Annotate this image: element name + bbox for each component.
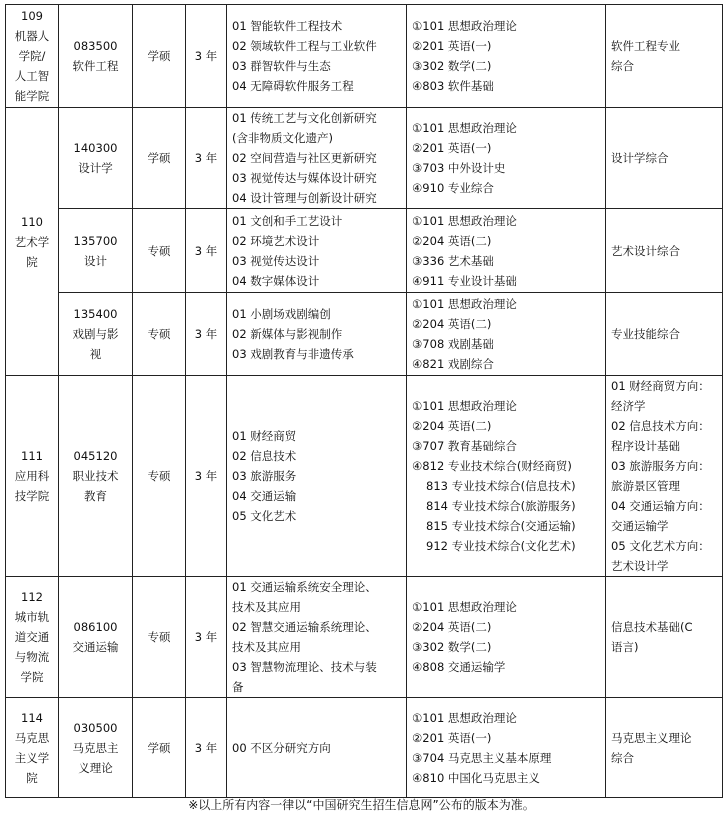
college-line: 城市轨 xyxy=(14,610,50,624)
college-line: 能学院 xyxy=(14,89,50,103)
major-name-line: 教育 xyxy=(84,489,107,503)
exams-cell xyxy=(407,108,606,209)
retest-cell xyxy=(606,698,723,798)
college-line: 马克思 xyxy=(14,730,50,745)
exam-line: ②204 英语(二) xyxy=(412,620,492,634)
direction-line: 01 交通运输系统安全理论、 xyxy=(232,580,377,594)
exam-line: ①101 思想政治理论 xyxy=(412,399,517,413)
exam-line: ③302 数学(二) xyxy=(412,640,492,654)
table-row xyxy=(6,577,723,698)
college-cell xyxy=(6,108,59,376)
direction-line: 02 领域软件工程与工业软件 xyxy=(232,39,377,53)
direction-line: 02 信息技术 xyxy=(232,449,297,463)
years-cell: 3 年 xyxy=(186,577,227,698)
retest-cell xyxy=(606,209,723,293)
exam-line: ②201 英语(一) xyxy=(412,141,492,155)
college-line: 与物流 xyxy=(14,650,50,664)
exam-line: ④810 中国化马克思主义 xyxy=(412,770,540,785)
college-cell xyxy=(6,376,59,577)
degree-cell: 专硕 xyxy=(133,577,186,698)
direction-line: 03 智慧物流理论、技术与装 xyxy=(232,660,377,674)
exam-line: ①101 思想政治理论 xyxy=(412,121,517,135)
college-line: 学院 xyxy=(20,670,44,684)
directions-cell xyxy=(227,209,407,293)
exam-line: ④910 专业综合 xyxy=(412,181,494,195)
major-code: 030500 xyxy=(73,720,118,735)
exams-cell xyxy=(407,376,606,577)
college-line: 111 xyxy=(21,449,43,463)
exam-line: 813 专业技术综合(信息技术) xyxy=(426,479,576,493)
directions-cell xyxy=(227,108,407,209)
retest-line: 03 旅游服务方向： xyxy=(611,459,710,473)
major-name-line: 交通运输 xyxy=(72,640,119,654)
college-line: 应用科 xyxy=(14,469,50,483)
direction-line: 04 交通运输 xyxy=(232,489,297,503)
retest-cell xyxy=(606,376,723,577)
table-row xyxy=(6,5,723,108)
exam-line: ②201 英语(一) xyxy=(412,39,492,53)
exam-line: 912 专业技术综合(文化艺术) xyxy=(426,539,576,553)
exams-cell xyxy=(407,5,606,108)
major-cell xyxy=(59,209,133,293)
admissions-table xyxy=(5,4,723,798)
retest-line: 信息技术基础(C xyxy=(611,620,693,634)
college-line: 110 xyxy=(21,214,43,229)
table-row xyxy=(6,108,723,209)
table-row xyxy=(6,376,723,577)
major-name-line: 马克思主 xyxy=(72,740,119,755)
table-row xyxy=(6,209,723,293)
college-line: 机器人 xyxy=(14,29,50,43)
retest-cell xyxy=(606,577,723,698)
retest-cell xyxy=(606,108,723,209)
direction-line: 01 小剧场戏剧编创 xyxy=(232,307,331,321)
exam-line: ①101 思想政治理论 xyxy=(412,600,517,614)
direction-line: 02 智慧交通运输系统理论、 xyxy=(232,620,377,634)
retest-line: 艺术设计综合 xyxy=(611,243,680,258)
retest-line: 马克思主义理论 xyxy=(611,730,692,745)
directions-cell xyxy=(227,698,407,798)
exam-line: 815 专业技术综合(交通运输) xyxy=(426,519,576,533)
college-line: 112 xyxy=(21,590,43,604)
degree-cell: 专硕 xyxy=(133,293,186,376)
college-line: 109 xyxy=(21,9,43,23)
exam-line: ④821 戏剧综合 xyxy=(412,357,494,371)
directions-cell xyxy=(227,5,407,108)
major-name-line: 设计学 xyxy=(78,161,113,175)
college-line: 院 xyxy=(26,770,38,785)
major-name-line: 视 xyxy=(89,347,102,361)
exam-line: ④911 专业设计基础 xyxy=(412,273,517,288)
degree-cell: 学硕 xyxy=(133,5,186,108)
direction-line: 01 文创和手工艺设计 xyxy=(232,213,343,228)
direction-line: 03 群智软件与生态 xyxy=(232,59,331,73)
years-cell: 3 年 xyxy=(186,293,227,376)
exam-line: ③703 中外设计史 xyxy=(412,161,506,175)
college-cell xyxy=(6,698,59,798)
college-line: 艺术学 xyxy=(14,234,50,249)
major-name-line: 职业技术 xyxy=(72,469,119,483)
direction-line: 01 传统工艺与文化创新研究 xyxy=(232,111,377,125)
exam-line: ②204 英语(二) xyxy=(412,233,492,248)
direction-line: 04 无障碍软件服务工程 xyxy=(232,79,354,93)
table-row xyxy=(6,293,723,376)
major-cell xyxy=(59,293,133,376)
retest-line: 02 信息技术方向： xyxy=(611,419,710,433)
retest-line: 05 文化艺术方向： xyxy=(611,539,710,553)
direction-line: 02 新媒体与影视制作 xyxy=(232,327,343,341)
direction-line: 04 数字媒体设计 xyxy=(232,273,320,288)
exam-line: ①101 思想政治理论 xyxy=(412,297,517,311)
retest-line: 程序设计基础 xyxy=(611,439,680,453)
retest-line: 04 交通运输方向： xyxy=(611,499,710,513)
exam-line: ③708 戏剧基础 xyxy=(412,337,494,351)
exams-cell xyxy=(407,209,606,293)
years-cell: 3 年 xyxy=(186,209,227,293)
degree-cell: 专硕 xyxy=(133,209,186,293)
exam-line: ④808 交通运输学 xyxy=(412,660,506,674)
major-name-line: 戏剧与影 xyxy=(72,327,119,341)
major-cell xyxy=(59,108,133,209)
directions-cell xyxy=(227,376,407,577)
direction-line: 00 不区分研究方向 xyxy=(232,740,331,755)
major-code: 135400 xyxy=(73,307,118,321)
table-row xyxy=(6,698,723,798)
major-code: 135700 xyxy=(73,233,118,248)
direction-line: 04 设计管理与创新设计研究 xyxy=(232,191,377,205)
exam-line: ③302 数学(二) xyxy=(412,59,492,73)
retest-line: 专业技能综合 xyxy=(611,327,680,341)
college-line: 院 xyxy=(26,254,38,269)
major-code: 045120 xyxy=(73,449,118,463)
retest-cell xyxy=(606,5,723,108)
major-cell xyxy=(59,698,133,798)
direction-line: 02 空间营造与社区更新研究 xyxy=(232,151,377,165)
college-line: 学院/ xyxy=(18,49,46,63)
direction-line: 技术及其应用 xyxy=(232,600,301,614)
retest-cell xyxy=(606,293,723,376)
directions-cell xyxy=(227,577,407,698)
direction-line: 03 旅游服务 xyxy=(232,469,297,483)
exam-line: ①101 思想政治理论 xyxy=(412,19,517,33)
exam-line: ①101 思想政治理论 xyxy=(412,710,517,725)
college-cell xyxy=(6,577,59,698)
retest-line: 综合 xyxy=(611,750,634,765)
exams-cell xyxy=(407,293,606,376)
direction-line: 03 戏剧教育与非遗传承 xyxy=(232,347,354,361)
exams-cell xyxy=(407,698,606,798)
major-code: 083500 xyxy=(73,39,118,53)
direction-line: (含非物质文化遗产) xyxy=(232,131,333,145)
retest-line: 交通运输学 xyxy=(611,519,669,533)
retest-line: 经济学 xyxy=(611,399,646,413)
direction-line: 03 视觉传达设计 xyxy=(232,253,320,268)
retest-line: 艺术设计学 xyxy=(611,559,669,573)
retest-line: 综合 xyxy=(611,59,634,73)
college-line: 技学院 xyxy=(14,489,50,503)
exam-line: ③336 艺术基础 xyxy=(412,253,494,268)
direction-line: 01 智能软件工程技术 xyxy=(232,19,343,33)
retest-line: 设计学综合 xyxy=(611,151,669,165)
exam-line: ②201 英语(一) xyxy=(412,730,492,745)
exam-line: ③707 教育基础综合 xyxy=(412,439,517,453)
degree-cell: 学硕 xyxy=(133,698,186,798)
retest-line: 软件工程专业 xyxy=(611,39,680,53)
directions-cell xyxy=(227,293,407,376)
exam-line: ②204 英语(二) xyxy=(412,419,492,433)
exam-line: ②204 英语(二) xyxy=(412,317,492,331)
retest-line: 01 财经商贸方向： xyxy=(611,379,710,393)
degree-cell: 专硕 xyxy=(133,376,186,577)
exam-line: 814 专业技术综合(旅游服务) xyxy=(426,499,576,513)
exam-line: ①101 思想政治理论 xyxy=(412,213,517,228)
retest-line: 旅游景区管理 xyxy=(611,479,680,493)
direction-line: 05 文化艺术 xyxy=(232,509,297,523)
degree-cell: 学硕 xyxy=(133,108,186,209)
direction-line: 02 环境艺术设计 xyxy=(232,233,320,248)
college-line: 道交通 xyxy=(14,630,50,644)
direction-line: 技术及其应用 xyxy=(232,640,301,654)
footnote: ※以上所有内容一律以“中国研究生招生信息网”公布的版本为准。 xyxy=(188,798,535,812)
direction-line: 03 视觉传达与媒体设计研究 xyxy=(232,171,377,185)
years-cell: 3 年 xyxy=(186,5,227,108)
college-cell xyxy=(6,5,59,108)
major-name-line: 设计 xyxy=(84,253,107,268)
major-cell xyxy=(59,5,133,108)
major-cell xyxy=(59,577,133,698)
years-cell: 3 年 xyxy=(186,376,227,577)
exam-line: ③704 马克思主义基本原理 xyxy=(412,750,552,765)
major-code: 086100 xyxy=(73,620,118,634)
exam-line: ④812 专业技术综合(财经商贸) xyxy=(412,459,572,473)
exams-cell xyxy=(407,577,606,698)
major-code: 140300 xyxy=(73,141,118,155)
major-name-line: 软件工程 xyxy=(72,59,119,73)
retest-line: 语言) xyxy=(611,640,639,654)
years-cell: 3 年 xyxy=(186,108,227,209)
college-line: 主义学 xyxy=(14,750,50,765)
college-line: 114 xyxy=(21,710,43,725)
direction-line: 01 财经商贸 xyxy=(232,429,297,443)
years-cell: 3 年 xyxy=(186,698,227,798)
college-line: 人工智 xyxy=(14,69,50,83)
major-cell xyxy=(59,376,133,577)
direction-line: 备 xyxy=(232,680,244,694)
major-name-line: 义理论 xyxy=(78,760,113,775)
exam-line: ④803 软件基础 xyxy=(412,79,494,93)
